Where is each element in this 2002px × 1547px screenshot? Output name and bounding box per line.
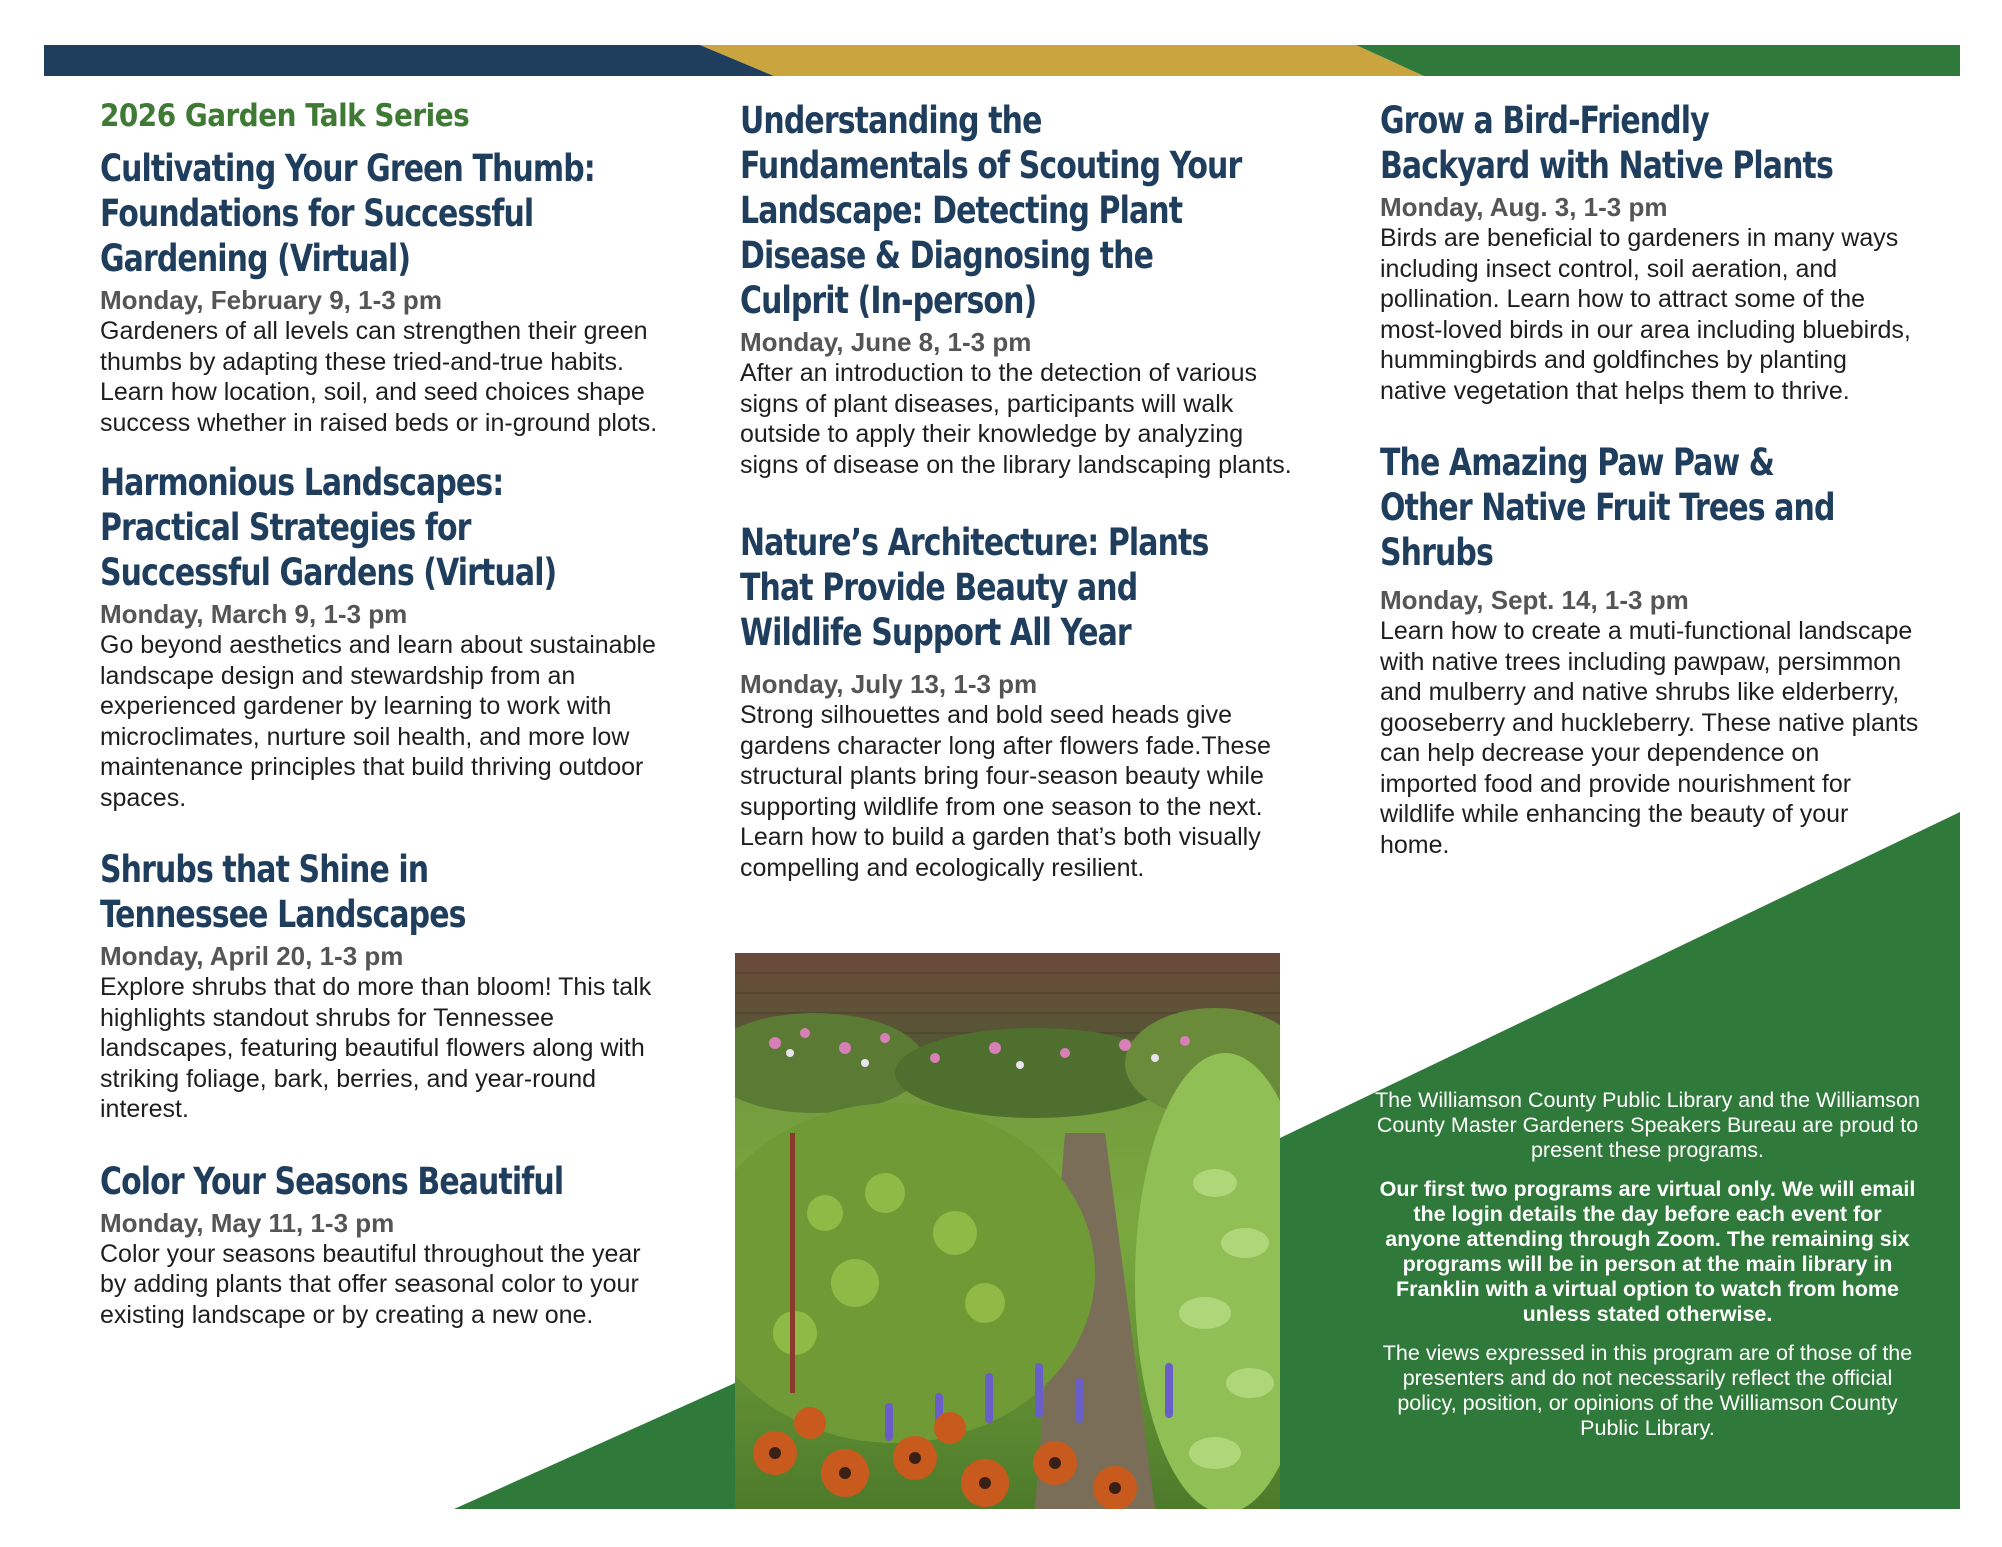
talk-description: Color your seasons beautiful throughout the year by adding plants that offer seasonal color to your existing landscape or by creating a new one. (100, 1239, 641, 1329)
series-title: 2026 Garden Talk Series (100, 98, 470, 134)
talk-item (1380, 440, 1920, 860)
talk-date: Monday, April 20, 1-3 pm (100, 941, 404, 971)
talk-date: Monday, May 11, 1-3 pm (100, 1207, 395, 1238)
talk-description: Explore shrubs that do more than bloom! This talk highlights standout shrubs for Tennessee landscapes, featuring beautiful flowers along with striking foliage, bark, berries, and year-round interest. (100, 973, 652, 1123)
talk-item (100, 146, 660, 438)
top-color-band (44, 45, 1960, 76)
talk-title: Color Your Seasons Beautiful (100, 1159, 564, 1203)
talk-title: Nature’s Architecture: Plants That Provide Beauty and Wildlife Support All Year (740, 521, 1209, 654)
talk-description: Strong silhouettes and bold seed heads give gardens character long after flowers fade.These structural plants bring four-season beauty while supporting wildlife from one season to the next. Learn how to build a garden that’s both visually compelling and ecologically resilient. (740, 701, 1271, 882)
talk-date: Monday, March 9, 1-3 pm (100, 599, 408, 629)
garden-illustration (735, 953, 1280, 1509)
talk-title: Grow a Bird-Friendly Backyard with Native Plants (1380, 99, 1833, 187)
column-middle (740, 98, 1300, 883)
talk-item (740, 520, 1300, 883)
talk-title: Harmonious Landscapes: Practical Strategies for Successful Gardens (Virtual) (100, 461, 557, 594)
talk-description: Birds are beneficial to gardeners in many ways including insect control, soil aeration, and pollination. Learn how to attract some of the most-loved birds in our area including bluebirds, hummingbirds and goldfinches by planting native vegetation that helps them to thrive. (1380, 224, 1911, 405)
talk-description: Go beyond aesthetics and learn about sustainable landscape design and stewardship from an experienced gardener by learning to work with microclimates, nurture soil health, and more low maintenance principles that build thriving outdoor spaces. (100, 631, 656, 812)
column-left (100, 98, 660, 1330)
talk-item (1380, 98, 1920, 406)
talk-description: After an introduction to the detection of various signs of plant diseases, participants will walk outside to apply their knowledge by analyzing signs of disease on the library landscaping plants. (740, 359, 1292, 479)
note-disclaimer: The views expressed in this program are of those of the presenters and do not necessarily reflect the official policy, position, or opinions of the Williamson County Public Library. (1382, 1341, 1913, 1440)
talk-description: Learn how to create a muti-functional landscape with native trees including pawpaw, persimmon and mulberry and native shrubs like elderberry, gooseberry and huckleberry. These native plants can help decrease your dependence on imported food and provide nourishment for wildlife while enhancing the beauty of your home. (1380, 617, 1919, 859)
talk-title: The Amazing Paw Paw & Other Native Fruit Trees and Shrubs (1380, 441, 1835, 574)
talk-date: Monday, June 8, 1-3 pm (740, 327, 1032, 357)
talk-title: Understanding the Fundamentals of Scouting Your Landscape: Detecting Plant Disease & Diagnosing the Culprit (In-person) (740, 99, 1242, 322)
talk-item (740, 98, 1300, 480)
talk-title: Cultivating Your Green Thumb: Foundations for Successful Gardening (Virtual) (100, 147, 595, 280)
talk-description: Gardeners of all levels can strengthen their green thumbs by adapting these tried-and-true habits. Learn how location, soil, and seed choices shape success whether in raised beds or in-ground plots. (100, 317, 658, 437)
garden-photo (735, 953, 1280, 1509)
column-right (1380, 98, 1920, 860)
talk-item (100, 460, 660, 813)
talk-title: Shrubs that Shine in Tennessee Landscapes (100, 848, 466, 936)
talk-date: Monday, July 13, 1-3 pm (740, 669, 1038, 699)
talk-date: Monday, February 9, 1-3 pm (100, 285, 442, 315)
note-virtual-info: Our first two programs are virtual only. We will email the login details the day before each event for anyone attending through Zoom. The remaining six programs will be in person at the main library in Franklin with a virtual option to watch from home unless stated otherwise. (1379, 1177, 1916, 1326)
program-note (1375, 1088, 1920, 1455)
talk-item (100, 847, 660, 1125)
talk-date: Monday, Sept. 14, 1-3 pm (1380, 585, 1689, 615)
green-triangle-left (454, 1383, 735, 1509)
note-intro: The Williamson County Public Library and the Williamson County Master Gardeners Speakers Bureau are proud to present these programs. (1375, 1088, 1920, 1162)
talk-item (100, 1159, 660, 1331)
talk-date: Monday, Aug. 3, 1-3 pm (1380, 192, 1668, 222)
